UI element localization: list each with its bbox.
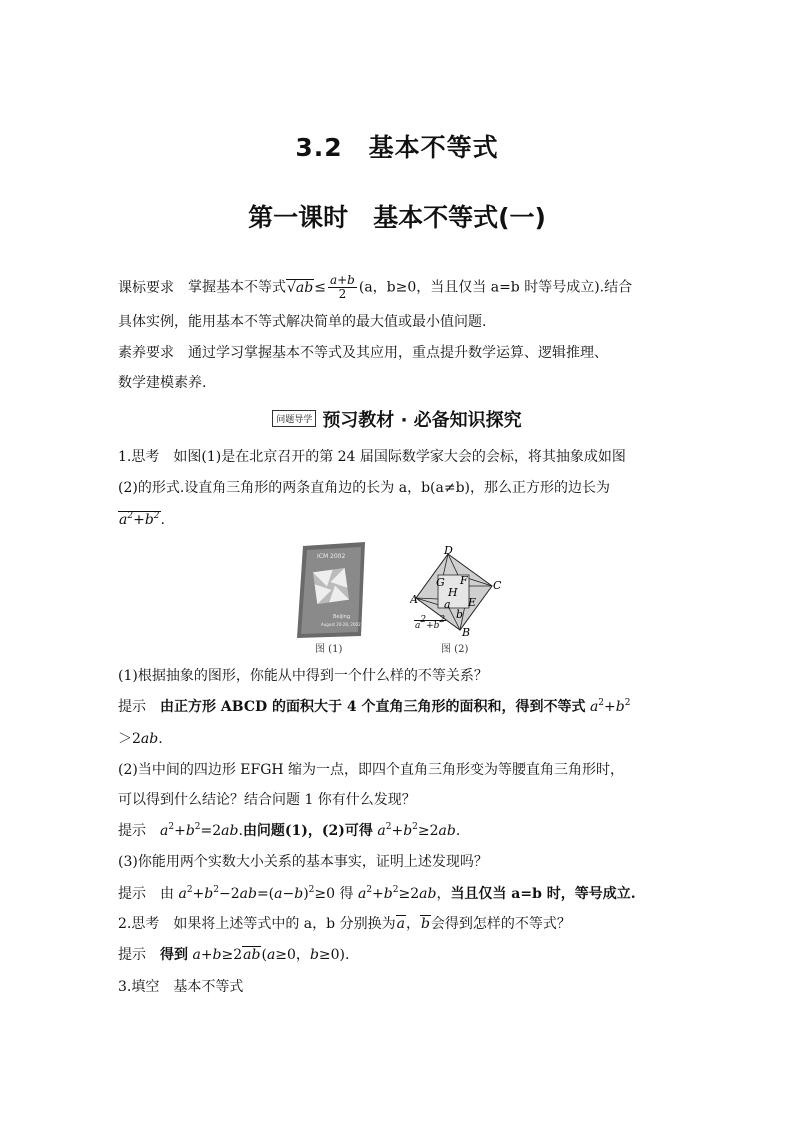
diagram-side-label: $a^2+b^2$ [415, 615, 446, 631]
think1-line-1: 1.思考 如图(1)是在北京召开的第 24 届国际数学家大会的会标，将其抽象成如图 [118, 449, 626, 465]
answer-1-line-2: ＞2ab. [118, 731, 163, 747]
question-3: (3)你能用两个实数大小关系的基本事实，证明上述发现吗？ [118, 854, 488, 870]
question-2-line-1: (2)当中间的四边形 EFGH 缩为一点，即四个直角三角形变为等腰直角三角形时， [118, 762, 625, 778]
think2: 2.思考 如果将上述等式中的 a，b 分别换为a，b会得到怎样的不等式？ [118, 916, 571, 932]
think2-text-b: 会得到怎样的不等式？ [430, 916, 571, 932]
question-2-line-2: 可以得到什么结论？结合问题 1 你有什么发现？ [118, 792, 416, 808]
hint-label: 提示 [118, 823, 146, 839]
label-c: C [493, 579, 502, 592]
congress-logo-image [295, 542, 369, 640]
literacy-line-2: 数学建模素养. [118, 375, 207, 391]
section-title: 3.2 基本不等式 [295, 133, 499, 162]
answer-4-text: 得到 [160, 947, 188, 963]
label-a-small: a [444, 598, 451, 611]
cover-subtitle: Beijing [333, 614, 351, 620]
literacy-label: 素养要求 [118, 345, 174, 361]
answer-2-text: 由问题(1)，(2)可得 [242, 823, 373, 839]
label-b-small: b [456, 608, 464, 621]
requirement-line-1: 课标要求 掌握基本不等式√ab≤ $\frac{a+b}{2}$ (a，b≥0，当且仅当 a=b 时等号成立).结合 [118, 273, 633, 301]
section-header-title: 预习教材 · 必备知识探究 [322, 410, 522, 431]
answer-1-line-1: 提示 由正方形 ABCD 的面积大于 4 个直角三角形的面积和，得到不等式 $a^2+b^2$ [118, 698, 631, 715]
think2-text-a: 2.思考 如果将上述等式中的 a，b 分别换为 [118, 916, 396, 932]
answer-2: 提示 $a^2+b^2=2ab$.由问题(1)，(2)可得 $a^2+b^2\ge 2ab$. [118, 822, 461, 839]
answer-4: 提示 得到 a+b≥2ab(a≥0，b≥0). [118, 947, 350, 963]
answer-3-text: 当且仅当 a=b 时，等号成立. [450, 886, 636, 902]
think1-line-3: $a^2+b^2$. [119, 511, 165, 528]
requirement-text-a: 掌握基本不等式 [188, 279, 286, 296]
answer-1-text: 由正方形 ABCD 的面积大于 4 个直角三角形的面积和，得到不等式 [160, 699, 586, 715]
label-h: H [448, 586, 458, 599]
label-a: A [410, 593, 418, 606]
label-f: F [460, 574, 468, 587]
literacy-line-1 [118, 343, 688, 363]
question-1: (1)根据抽象的图形，你能从中得到一个什么样的不等关系？ [118, 668, 488, 684]
requirement-label: 课标要求 [118, 279, 174, 296]
cover-date: August 20-28, 2002 [321, 622, 361, 627]
lesson-title: 第一课时 基本不等式(一) [248, 203, 546, 232]
fill-in-heading: 3.填空 基本不等式 [118, 979, 244, 995]
think1-line-2: (2)的形式.设直角三角形的两条直角边的长为 a，b(a≠b)，那么正方形的边长为 [118, 480, 611, 496]
label-d: D [444, 544, 453, 557]
answer-3: 提示 由 $a^2+b^2-2ab=(a-b)^2\ge 0$ 得 $a^2+b^2\ge 2ab$，当且仅当 a=b 时，等号成立. [118, 885, 636, 902]
literacy-text: 通过学习掌握基本不等式及其应用，重点提升数学运算、逻辑推理、 [188, 345, 608, 361]
hint-label: 提示 [118, 699, 146, 715]
requirement-line-2: 具体实例，能用基本不等式解决简单的最大值或最小值问题. [118, 314, 487, 330]
section-header [0, 406, 794, 432]
label-b: B [462, 626, 471, 639]
cover-title: ICM 2002 [317, 553, 346, 560]
label-e: E [468, 596, 477, 609]
hint-label: 提示 [118, 947, 146, 963]
section-tag: 问题导学 [272, 410, 316, 427]
requirement-text-b: (a，b≥0，当且仅当 a=b 时等号成立).结合 [358, 279, 633, 296]
figure1-caption: 图 (1) [315, 644, 343, 655]
hint-label: 提示 [118, 886, 146, 902]
figure2-caption: 图 (2) [441, 644, 469, 655]
label-g: G [436, 576, 445, 589]
